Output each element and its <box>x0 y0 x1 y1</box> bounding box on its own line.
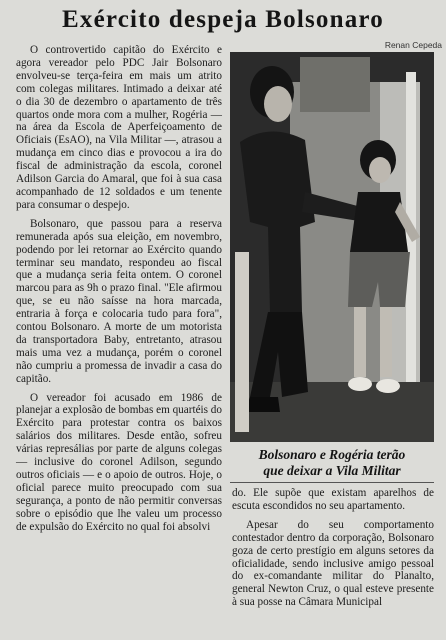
caption-line: Bolsonaro e Rogéria terão <box>258 447 406 462</box>
paragraph: Bolsonaro, que passou para a reserva remunerada após sua eleição, em novembro, podendo por lei retornar ao Exército quando terminar seu mandato, respondeu ao fiscal que a mudança seria feita ontem. O coronel marcou para as 9h o prazo final. "Ele afirmou que, se eu não saísse na hora marcada, entraria à força e colocaria tudo para fora", contou Bolsonaro. A morte de um motorista da transportadora Baby, entretanto, atrasou mais uma vez a mudança, porém o coronel não cumpriu a promessa de invadir a casa do capitão. <box>16 217 222 385</box>
paragraph: do. Ele supõe que existam aparelhos de escuta escondidos no seu apartamento. <box>232 487 434 512</box>
news-photo <box>230 52 434 442</box>
caption-divider <box>230 482 434 483</box>
caption-line: que deixar a Vila Militar <box>263 463 401 478</box>
photo-illustration <box>230 52 434 442</box>
article-column-left <box>16 44 222 540</box>
paragraph: O controvertido capitão do Exército e agora vereador pelo PDC Jair Bolsonaro envolveu-se terça-feira em mais um atrito com colegas militares. Intimado a deixar até o dia 30 de dezembro o apartamento de três quartos onde mora com a mulher, Rogéria — na área da Escola de Aperfeiçoamento de Oficiais (EsAO), na Vila Militar —, atrasou a mudança em cinco dias e provocou a ira do fiscal de administração da escola, coronel Adilson Garcia do Amaral, que foi à sua casa acompanhado de 12 soldados e um tenente para consumar o despejo. <box>16 44 222 211</box>
paragraph: Apesar do seu comportamento contestador dentro da corporação, Bolsonaro goza de certo prestígio em alguns setores da oficialidade, sendo inclusive amigo pessoal do ex-comandante militar do Planalto, general Newton Cruz, o qual esteve presente à sua posse na Câmara Municipal <box>232 518 434 609</box>
paragraph: O vereador foi acusado em 1986 de planejar a explosão de bombas em quartéis do Exército para protestar contra os baixos salários dos militares. Desde então, sofreu várias represálias por parte de alguns colegas — inclusive do coronel Adilson, segundo outros oficiais — e o apoio de outros. Hoje, o oficial parece muito preocupado com sua segurança, a ponto de não permitir conversas sobre o episódio que lhe valeu um processo de expulsão do Exército no qual foi absolvi <box>16 391 222 533</box>
headline: Exército despeja Bolsonaro <box>62 6 384 33</box>
photo-credit: Renan Cepeda <box>384 40 442 50</box>
photo-caption <box>228 447 436 479</box>
article-column-right <box>232 487 434 615</box>
